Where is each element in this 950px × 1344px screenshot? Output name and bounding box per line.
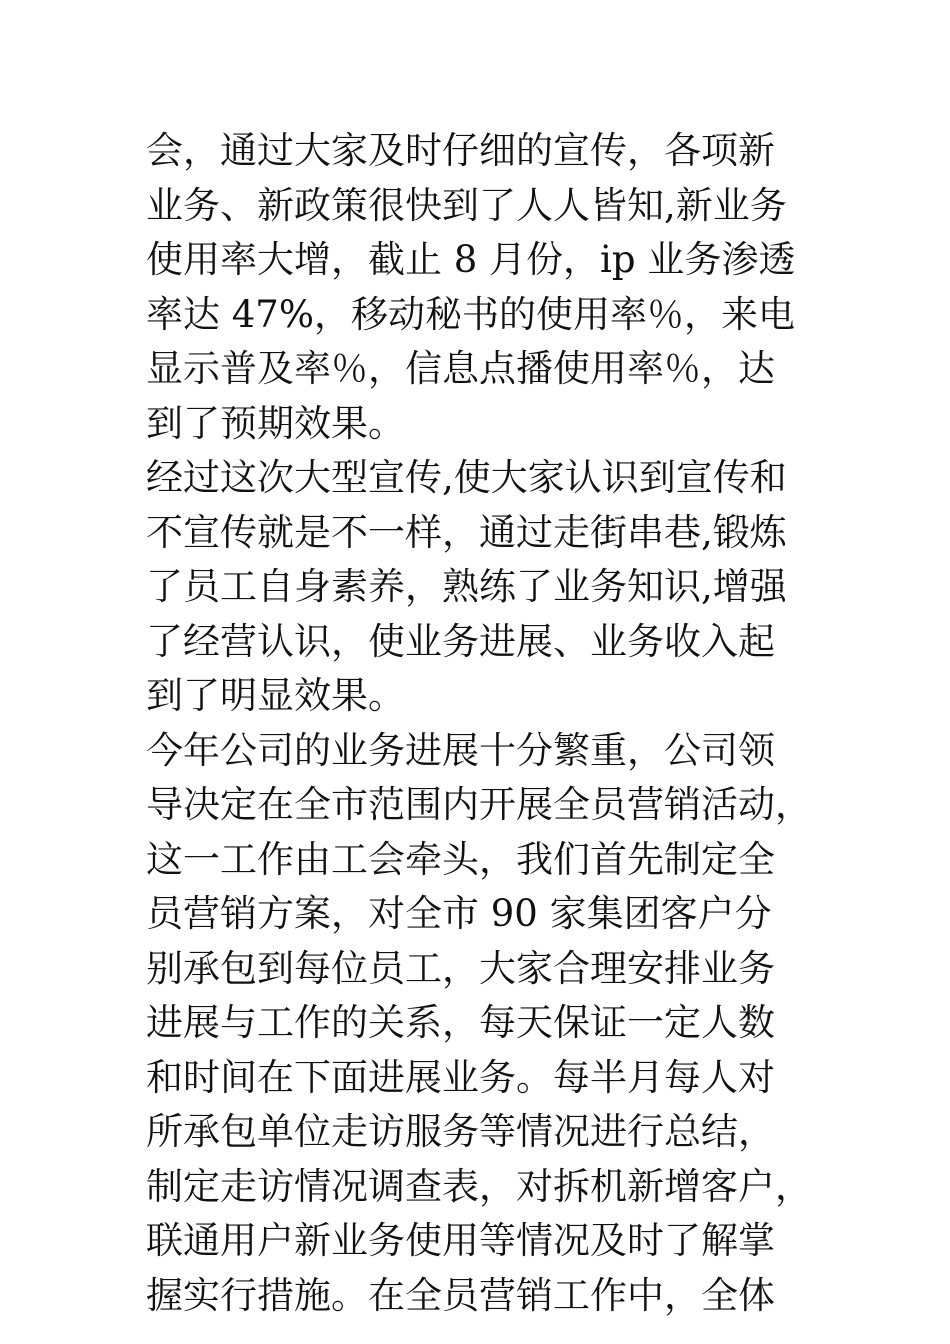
body-text bbox=[146, 124, 826, 1323]
text-line: 会，通过大家及时仔细的宣传，各项新 bbox=[146, 129, 775, 172]
text-line: 今年公司的业务进展十分繁重，公司领 bbox=[146, 728, 775, 772]
text-line: 不宣传就是不一样，通过走街串巷,锻炼 bbox=[146, 510, 787, 554]
text-line: 了员工自身素养，熟练了业务知识,增强 bbox=[146, 565, 787, 608]
text-line: 这一工作由工会牵头，我们首先制定全 bbox=[146, 837, 775, 881]
text-line: 业务、新政策很快到了人人皆知,新业务 bbox=[146, 183, 787, 227]
text-line: 所承包单位走访服务等情况进行总结， bbox=[146, 1110, 775, 1153]
text-line: 进展与工作的关系，每天保证一定人数 bbox=[146, 1001, 775, 1044]
text-line: 别承包到每位员工，大家合理安排业务 bbox=[146, 946, 775, 990]
text-line: 员营销方案，对全市 90 家集团客户分 bbox=[146, 892, 772, 935]
text-line: 制定走访情况调查表，对拆机新增客户， bbox=[146, 1164, 812, 1208]
text-line: 经过这次大型宣传,使大家认识到宣传和 bbox=[146, 456, 787, 499]
text-line: 到了预期效果。 bbox=[146, 401, 405, 445]
text-line: 和时间在下面进展业务。每半月每人对 bbox=[146, 1055, 775, 1099]
text-line: 联通用户新业务使用等情况及时了解掌 bbox=[146, 1219, 775, 1262]
text-line: 使用率大增，截止 8 月份，ip 业务渗透 bbox=[146, 238, 796, 281]
text-line: 显示普及率％，信息点播使用率％，达 bbox=[146, 347, 775, 390]
text-line: 了经营认识，使业务进展、业务收入起 bbox=[146, 619, 775, 663]
text-line: 握实行措施。在全员营销工作中，全体 bbox=[146, 1273, 775, 1317]
text-line: 导决定在全市范围内开展全员营销活动， bbox=[146, 783, 812, 826]
text-line: 到了明显效果。 bbox=[146, 674, 405, 717]
text-line: 率达 47%，移动秘书的使用率％，来电 bbox=[146, 292, 795, 336]
